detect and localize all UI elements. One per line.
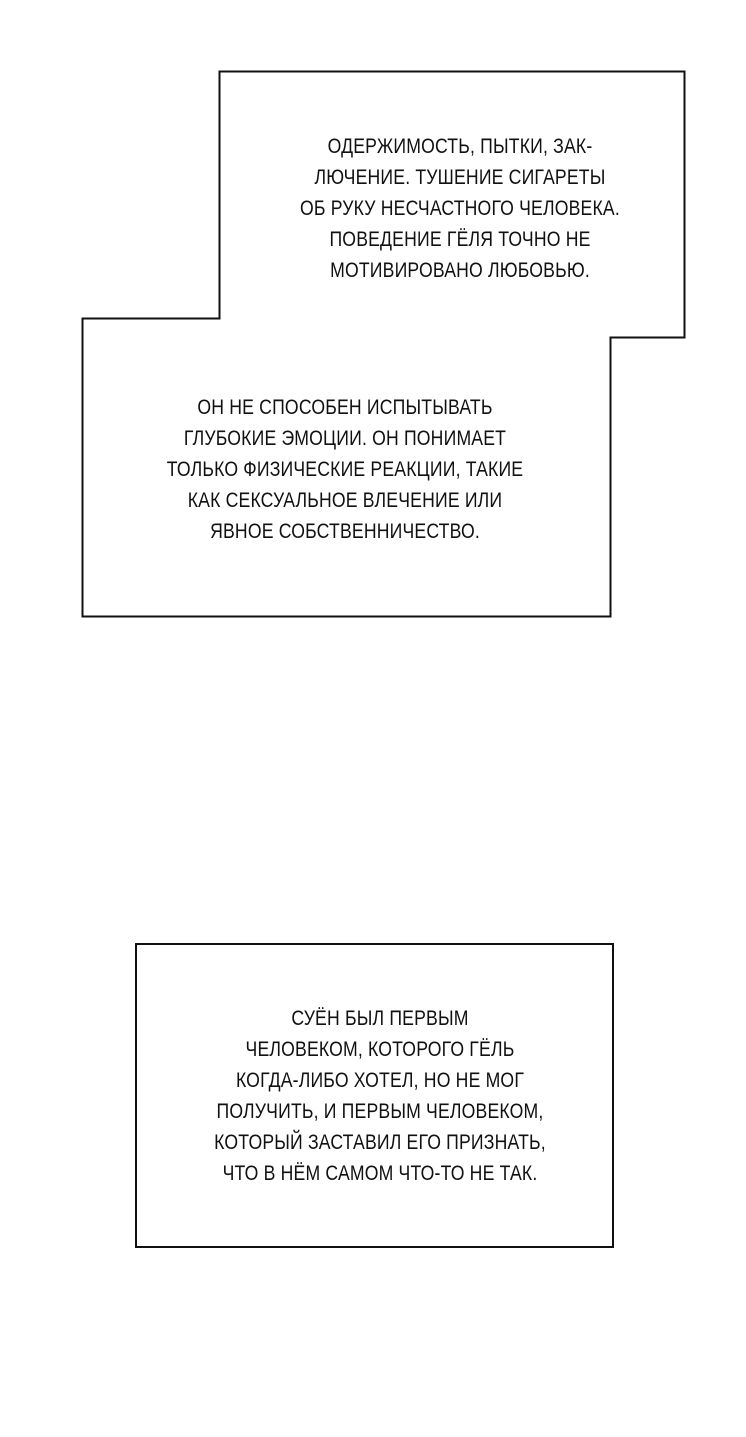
caption-line: ЛЮЧЕНИЕ. ТУШЕНИЕ СИГАРЕТЫ	[314, 166, 606, 189]
caption-line: КОТОРЫЙ ЗАСТАВИЛ ЕГО ПРИЗНАТЬ,	[214, 1131, 546, 1154]
caption-line: СУЁН БЫЛ ПЕРВЫМ	[291, 1007, 469, 1030]
caption-line: ПОВЕДЕНИЕ ГЁЛЯ ТОЧНО НЕ	[329, 228, 591, 251]
caption-text-obsession	[242, 131, 679, 286]
caption-line: ЧТО В НЁМ САМОМ ЧТО-ТО НЕ ТАК.	[222, 1162, 538, 1185]
caption-line: МОТИВИРОВАНО ЛЮБОВЬЮ.	[330, 259, 590, 282]
caption-line: ЧЕЛОВЕКОМ, КОТОРОГО ГЁЛЬ	[245, 1038, 515, 1061]
caption-line: ЯВНОЕ СОБСТВЕННИЧЕСТВО.	[210, 520, 480, 543]
caption-line: ГЛУБОКИЕ ЭМОЦИИ. ОН ПОНИМАЕТ	[183, 427, 507, 450]
caption-text-emotions	[110, 392, 580, 547]
caption-line: КОГДА-ЛИБО ХОТЕЛ, НО НЕ МОГ	[235, 1069, 525, 1092]
caption-line: ОН НЕ СПОСОБЕН ИСПЫТЫВАТЬ	[197, 396, 493, 419]
caption-line: ТОЛЬКО ФИЗИЧЕСКИЕ РЕАКЦИИ, ТАКИЕ	[166, 458, 524, 481]
caption-text-suyeon	[170, 1003, 590, 1189]
caption-line: ОБ РУКУ НЕСЧАСТНОГО ЧЕЛОВЕКА.	[300, 197, 620, 220]
caption-line: ПОЛУЧИТЬ, И ПЕРВЫМ ЧЕЛОВЕКОМ,	[216, 1100, 544, 1123]
caption-line: КАК СЕКСУАЛЬНОЕ ВЛЕЧЕНИЕ ИЛИ	[187, 489, 503, 512]
caption-line: ОДЕРЖИМОСТЬ, ПЫТКИ, ЗАК-	[327, 135, 593, 158]
